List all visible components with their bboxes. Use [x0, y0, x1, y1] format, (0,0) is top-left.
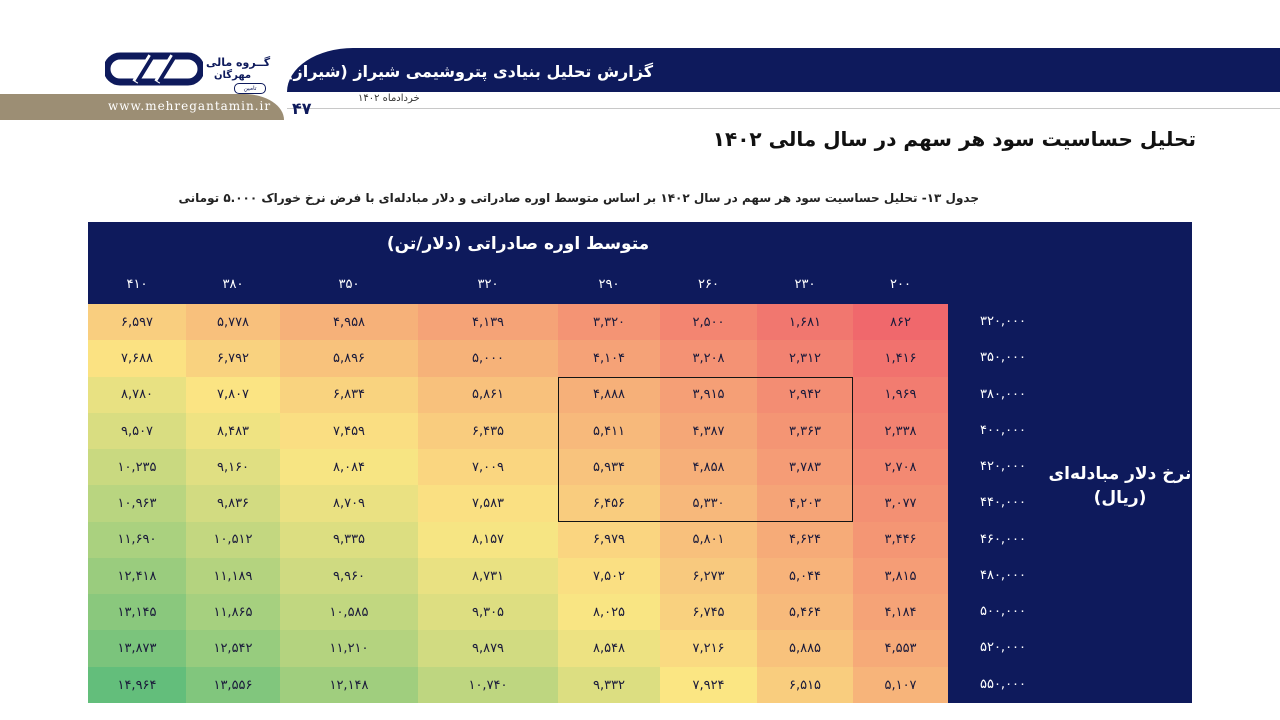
table-cell: ۴,۳۸۷	[660, 413, 757, 450]
row-header: ۳۸۰,۰۰۰	[979, 386, 1027, 402]
column-header: ۳۲۰	[477, 277, 499, 292]
table-cell: ۹,۹۶۰	[280, 558, 418, 595]
table-cell: ۱۰,۵۸۵	[280, 594, 418, 631]
header-divider	[287, 108, 1280, 109]
row-header: ۵۰۰,۰۰۰	[979, 604, 1027, 620]
table-cell: ۵,۰۰۰	[418, 340, 558, 377]
table-cell: ۵,۴۶۴	[757, 594, 853, 631]
website-url[interactable]: www.mehregantamin.ir	[108, 99, 272, 113]
table-cell: ۸,۵۴۸	[558, 630, 660, 667]
table-cell: ۹,۸۳۶	[186, 485, 280, 522]
table-cell: ۴,۶۲۴	[757, 522, 853, 559]
table-cell: ۸,۱۵۷	[418, 522, 558, 559]
table-cell: ۱۱,۸۶۵	[186, 594, 280, 631]
table-cell: ۳,۰۷۷	[853, 485, 948, 522]
table-cell: ۱۴,۹۶۴	[88, 667, 186, 704]
table-cell: ۱,۶۸۱	[757, 304, 853, 341]
table-cell: ۱۱,۲۱۰	[280, 630, 418, 667]
section-title: تحلیل حساسیت سود هر سهم در سال مالی ۱۴۰۲	[712, 127, 1196, 151]
row-header: ۵۲۰,۰۰۰	[979, 640, 1027, 656]
row-header: ۴۴۰,۰۰۰	[979, 495, 1027, 511]
table-caption: جدول ۱۳- تحلیل حساسیت سود هر سهم در سال ۱۴۰۲ بر اساس متوسط اوره صادراتی و دلار مبادله‌ای با فرض نرخ خوراک ۵.۰۰۰ تومانی	[178, 191, 979, 205]
table-cell: ۷,۰۰۹	[418, 449, 558, 486]
column-header: ۲۶۰	[698, 277, 719, 292]
highlight-box	[558, 377, 853, 522]
table-cell: ۱۲,۴۱۸	[88, 558, 186, 595]
table-cell: ۳,۴۴۶	[853, 522, 948, 559]
table-cell: ۷,۸۰۷	[186, 377, 280, 414]
table-cell: ۴,۸۸۸	[558, 377, 660, 414]
table-cell: ۸,۰۲۵	[558, 594, 660, 631]
table-cell: ۹,۸۷۹	[418, 630, 558, 667]
table-cell: ۵,۸۰۱	[660, 522, 757, 559]
table-cell: ۳,۲۰۸	[660, 340, 757, 377]
table-cell: ۱۰,۹۶۳	[88, 485, 186, 522]
company-logo-icon	[105, 52, 203, 86]
table-cell: ۶,۹۷۹	[558, 522, 660, 559]
table-cell: ۶,۴۳۵	[418, 413, 558, 450]
table-cell: ۵,۷۷۸	[186, 304, 280, 341]
table-cell: ۳,۹۱۵	[660, 377, 757, 414]
table-cell: ۴,۸۵۸	[660, 449, 757, 486]
row-header: ۳۵۰,۰۰۰	[979, 350, 1027, 366]
sensitivity-table	[88, 222, 1192, 703]
row-header: ۴۰۰,۰۰۰	[979, 422, 1027, 438]
table-cell: ۱۳,۵۵۶	[186, 667, 280, 704]
table-cell: ۴,۱۰۴	[558, 340, 660, 377]
row-header: ۴۲۰,۰۰۰	[979, 459, 1027, 475]
table-cell: ۱۰,۵۱۲	[186, 522, 280, 559]
table-cell: ۹,۳۳۵	[280, 522, 418, 559]
logo-badge: تامین	[234, 83, 266, 94]
table-cell: ۳,۷۸۳	[757, 449, 853, 486]
column-header: ۳۸۰	[222, 277, 244, 292]
table-cell: ۱۲,۱۴۸	[280, 667, 418, 704]
table-cell: ۸,۷۸۰	[88, 377, 186, 414]
table-cell: ۷,۲۱۶	[660, 630, 757, 667]
column-header: ۲۰۰	[890, 277, 911, 292]
table-cell: ۸,۷۳۱	[418, 558, 558, 595]
column-header: ۳۵۰	[338, 277, 360, 292]
table-cell: ۴,۹۵۸	[280, 304, 418, 341]
table-cell: ۲,۹۴۲	[757, 377, 853, 414]
table-cell: ۵,۴۱۱	[558, 413, 660, 450]
table-cell: ۸۶۲	[853, 304, 948, 341]
table-cell: ۵,۹۳۴	[558, 449, 660, 486]
table-cell: ۶,۵۹۷	[88, 304, 186, 341]
table-cell: ۳,۳۲۰	[558, 304, 660, 341]
table-cell: ۷,۴۵۹	[280, 413, 418, 450]
row-axis-label-line2: (ریال)	[1093, 488, 1147, 508]
row-axis-label	[1045, 462, 1195, 510]
table-cell: ۱۳,۸۷۳	[88, 630, 186, 667]
column-header: ۲۳۰	[794, 277, 816, 292]
table-cell: ۹,۱۶۰	[186, 449, 280, 486]
row-axis-label-line1: نرخ دلار مبادله‌ای	[1048, 464, 1192, 484]
table-cell: ۲,۵۰۰	[660, 304, 757, 341]
table-cell: ۵,۳۳۰	[660, 485, 757, 522]
column-axis-label: متوسط اوره صادراتی (دلار/تن)	[386, 234, 650, 254]
table-cell: ۱,۹۶۹	[853, 377, 948, 414]
table-cell: ۵,۰۴۴	[757, 558, 853, 595]
table-cell: ۴,۱۸۴	[853, 594, 948, 631]
row-header: ۴۶۰,۰۰۰	[979, 531, 1027, 547]
row-header: ۳۲۰,۰۰۰	[979, 314, 1027, 329]
column-header: ۴۱۰	[126, 277, 148, 292]
table-cell: ۲,۳۳۸	[853, 413, 948, 450]
table-cell: ۶,۸۳۴	[280, 377, 418, 414]
logo-text-name: مهرگان	[214, 70, 252, 81]
table-cell: ۷,۵۸۳	[418, 485, 558, 522]
table-cell: ۱۳,۱۴۵	[88, 594, 186, 631]
table-cell: ۱۰,۲۳۵	[88, 449, 186, 486]
table-cell: ۶,۷۹۲	[186, 340, 280, 377]
column-header: ۲۹۰	[598, 277, 620, 292]
table-cell: ۶,۷۴۵	[660, 594, 757, 631]
table-cell: ۹,۵۰۷	[88, 413, 186, 450]
table-cell: ۸,۴۸۳	[186, 413, 280, 450]
table-cell: ۷,۶۸۸	[88, 340, 186, 377]
table-cell: ۳,۸۱۵	[853, 558, 948, 595]
table-cell: ۵,۸۸۵	[757, 630, 853, 667]
table-cell: ۵,۸۶۱	[418, 377, 558, 414]
report-date: خردادماه ۱۴۰۲	[358, 93, 420, 104]
table-cell: ۴,۵۵۳	[853, 630, 948, 667]
table-cell: ۳,۳۶۳	[757, 413, 853, 450]
row-header: ۴۸۰,۰۰۰	[979, 567, 1027, 583]
table-cell: ۱۰,۷۴۰	[418, 667, 558, 704]
table-cell: ۹,۳۰۵	[418, 594, 558, 631]
table-cell: ۵,۸۹۶	[280, 340, 418, 377]
table-cell: ۹,۳۳۲	[558, 667, 660, 704]
table-cell: ۲,۳۱۲	[757, 340, 853, 377]
table-cell: ۷,۵۰۲	[558, 558, 660, 595]
table-cell: ۴,۱۳۹	[418, 304, 558, 341]
row-header: ۵۵۰,۰۰۰	[979, 676, 1027, 692]
table-cell: ۶,۵۱۵	[757, 667, 853, 704]
table-cell: ۷,۹۲۴	[660, 667, 757, 704]
table-cell: ۸,۰۸۴	[280, 449, 418, 486]
table-cell: ۱۱,۱۸۹	[186, 558, 280, 595]
table-cell: ۴,۲۰۳	[757, 485, 853, 522]
report-title: گزارش تحلیل بنیادی پتروشیمی شیراز (شیراز)	[286, 62, 653, 81]
table-cell: ۱۱,۶۹۰	[88, 522, 186, 559]
table-cell: ۶,۲۷۳	[660, 558, 757, 595]
table-cell: ۶,۴۵۶	[558, 485, 660, 522]
table-cell: ۲,۷۰۸	[853, 449, 948, 486]
table-cell: ۱۲,۵۴۲	[186, 630, 280, 667]
logo-text-group: گــروه مالی	[206, 56, 271, 69]
table-cell: ۸,۷۰۹	[280, 485, 418, 522]
table-cell: ۵,۱۰۷	[853, 667, 948, 704]
table-cell: ۱,۴۱۶	[853, 340, 948, 377]
page-number: ۴۷	[292, 99, 312, 118]
